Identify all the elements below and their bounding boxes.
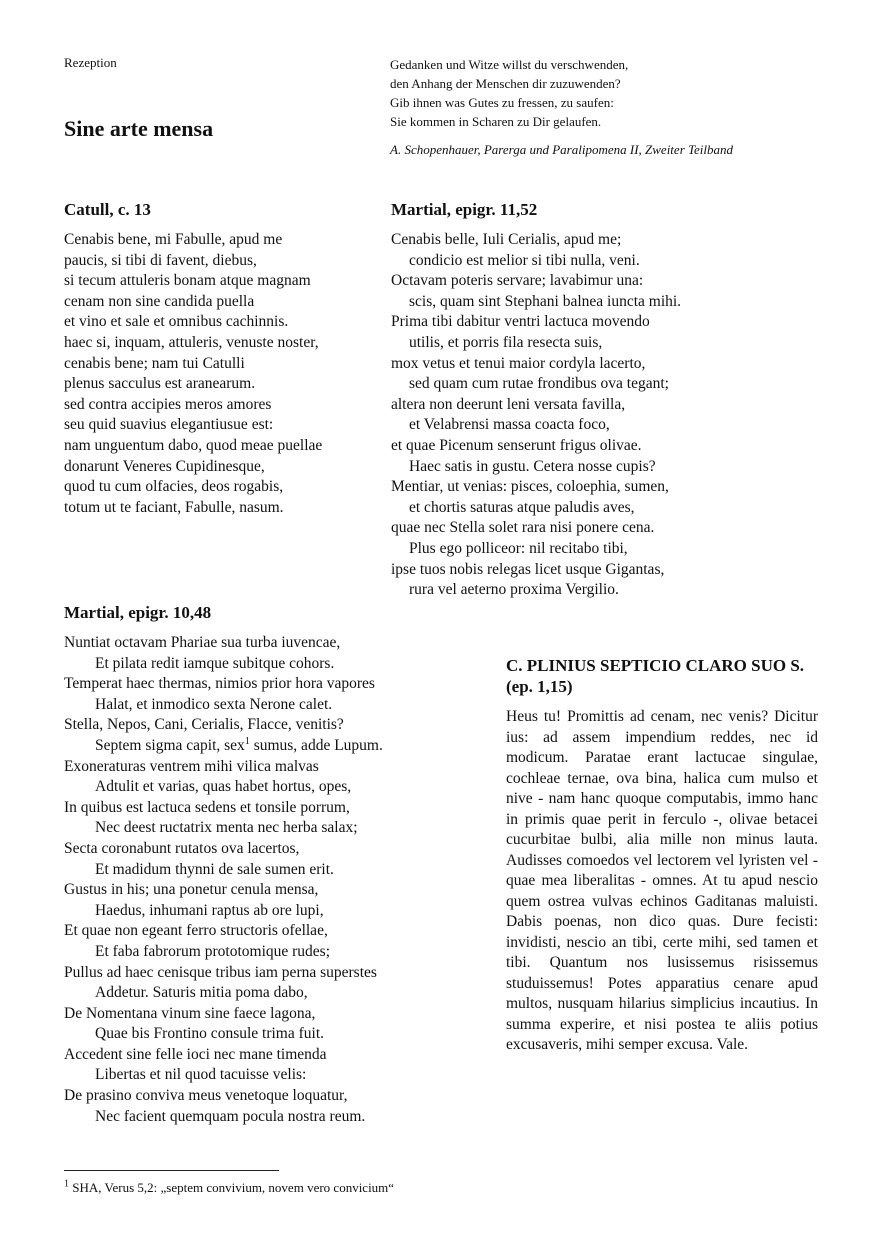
poem-line: utilis, et porris fila resecta suis, <box>409 333 603 351</box>
footnote <box>64 1180 394 1196</box>
footnote-text: SHA, Verus 5,2: „septem convivium, novem vero convicium“ <box>69 1180 395 1195</box>
martial-11-52-poem <box>391 230 681 601</box>
poem-line: Libertas et nil quod tacuisse velis: <box>95 1066 307 1084</box>
poem-line: Prima tibi dabitur ventri lactuca movendo <box>391 313 650 331</box>
footnote-divider <box>64 1170 279 1171</box>
poem-line: Exoneraturas ventrem mihi vilica malvas <box>64 757 319 775</box>
poem-line: Nec deest ructatrix menta nec herba salax; <box>95 819 358 837</box>
poem-line: De Nomentana vinum sine faece lagona, <box>64 1004 316 1022</box>
poem-line: quod tu cum olfacies, deos rogabis, <box>64 478 284 496</box>
poem-line: seu quid suavius elegantiusue est: <box>64 416 274 434</box>
poem-line: rura vel aeterno proxima Vergilio. <box>409 581 619 599</box>
poem-line: Accedent sine felle ioci nec mane timenda <box>64 1045 327 1063</box>
poem-line: Stella, Nepos, Cani, Cerialis, Flacce, venitis? <box>64 716 344 734</box>
martial-11-52-heading: Martial, epigr. 11,52 <box>391 200 538 219</box>
poem-line-text: sumus, adde Lupum. <box>249 736 383 754</box>
catull-section <box>64 200 322 518</box>
poem-line: mox vetus et tenui maior cordyla lacerto, <box>391 354 646 372</box>
poem-line: condicio est melior si tibi nulla, veni. <box>409 251 640 269</box>
poem-line: Haec satis in gustu. Cetera nosse cupis? <box>409 457 656 475</box>
epigraph-line: den Anhang der Menschen dir zuzuwenden? <box>390 76 621 91</box>
poem-line: et chortis saturas atque paludis aves, <box>409 498 635 516</box>
poem-line: nam unguentum dabo, quod meae puellae <box>64 436 323 454</box>
plinius-section <box>506 655 818 1071</box>
poem-line: Nuntiat octavam Phariae sua turba iuvencae, <box>64 634 341 651</box>
epigraph-source: A. Schopenhauer, Parerga und Paralipomena II, Zweiter Teilband <box>390 142 734 157</box>
poem-line: Addetur. Saturis mitia poma dabo, <box>95 984 308 1002</box>
poem-line: et quae Picenum senserunt frigus olivae. <box>391 436 642 454</box>
poem-line: et vino et sale et omnibus cachinnis. <box>64 313 289 331</box>
epigraph-line: Gib ihnen was Gutes zu fressen, zu saufen: <box>390 95 614 110</box>
martial-10-48-poem <box>64 633 383 1127</box>
poem-line: Plus ego polliceor: nil recitabo tibi, <box>409 539 628 557</box>
poem-line: Quae bis Frontino consule trima fuit. <box>95 1025 325 1043</box>
epigraph-line: Sie kommen in Scharen zu Dir gelaufen. <box>390 114 602 129</box>
plinius-letter: Heus tu! Promittis ad cenam, nec venis? Dicitur ius: ad assem impendium reddes, nec id modicum. Paratae erant lactucae singulae, cochleae ternae, ova bina, halica cum mulso et nive - nam hanc quoque computabis, immo hanc in primis quae perit in ferculo -, olivae betacei cucurbitae bulbi, alia mille non minus lauta. Audisses comoedos vel lectorem vel lyristen vel - quae mea liberalitas - omnes. At tu apud nescio quem ostrea vulvas echinos Gaditanas maluisti. Dabis poenas, non dico quas. Dure fecisti: invidisti, nescio an tibi, certe mihi, sed tamen et tibi. Quantum nos lusissemus risissemus studuissemus! Potes apparatius cenare apud multos, nusquam hilarius simplicius incautius. In summa experire, et nisi postea te aliis potius excusaveris, mihi semper excusa. Vale. <box>506 708 818 1053</box>
poem-line: Pullus ad haec cenisque tribus iam perna superstes <box>64 963 377 981</box>
poem-line: si tecum attuleris bonam atque magnam <box>64 272 311 290</box>
martial-10-48-section <box>64 603 383 1127</box>
section-label: Rezeption <box>64 55 117 70</box>
poem-line: scis, quam sint Stephani balnea iuncta mihi. <box>409 292 682 310</box>
poem-line: Halat, et inmodico sexta Nerone calet. <box>95 695 333 713</box>
poem-line: Nec facient quemquam pocula nostra reum. <box>95 1107 366 1125</box>
poem-line: Et quae non egeant ferro structoris ofellae, <box>64 922 328 940</box>
poem-line: Gustus in his; una ponetur cenula mensa, <box>64 881 319 899</box>
poem-line: altera non deerunt leni versata favilla, <box>391 395 626 413</box>
poem-line: Et pilata redit iamque subitque cohors. <box>95 654 335 672</box>
poem-line: sed contra accipies meros amores <box>64 395 272 413</box>
poem-line: Adtulit et varias, quas habet hortus, opes, <box>95 778 352 796</box>
poem-line: cenabis bene; nam tui Catulli <box>64 354 245 372</box>
epigraph <box>390 55 860 159</box>
poem-line: Cenabis bene, mi Fabulle, apud me <box>64 231 283 248</box>
martial-11-52-section <box>391 200 681 601</box>
poem-line: Temperat haec thermas, nimios prior hora vapores <box>64 675 375 693</box>
poem-line: In quibus est lactuca sedens et tonsile porrum, <box>64 798 350 816</box>
poem-line: quae nec Stella solet rara nisi ponere cena. <box>391 519 655 537</box>
poem-line: Octavam poteris servare; lavabimur una: <box>391 272 644 290</box>
epigraph-line: Gedanken und Witze willst du verschwenden, <box>390 57 629 72</box>
poem-line: Haedus, inhumani raptus ab ore lupi, <box>95 901 324 919</box>
poem-line: totum ut te faciant, Fabulle, nasum. <box>64 498 284 516</box>
poem-line: sed quam cum rutae frondibus ova tegant; <box>409 375 669 393</box>
catull-heading: Catull, c. 13 <box>64 200 151 219</box>
poem-line: Cenabis belle, Iuli Cerialis, apud me; <box>391 231 622 248</box>
poem-line: Mentiar, ut venias: pisces, coloephia, sumen, <box>391 478 669 496</box>
poem-line: haec si, inquam, attuleris, venuste noster, <box>64 333 319 351</box>
footnote-reference[interactable]: 1 <box>244 735 250 747</box>
poem-line: Secta coronabunt rutatos ova lacertos, <box>64 839 300 857</box>
martial-10-48-heading: Martial, epigr. 10,48 <box>64 603 212 622</box>
poem-line: ipse tuos nobis relegas licet usque Gigantas, <box>391 560 665 578</box>
poem-line: donarunt Veneres Cupidinesque, <box>64 457 265 475</box>
poem-line: Et faba fabrorum prototomique rudes; <box>95 942 331 960</box>
poem-line-footnoted <box>64 736 383 757</box>
page-title: Sine arte mensa <box>64 116 214 141</box>
poem-line: paucis, si tibi di favent, diebus, <box>64 251 257 269</box>
poem-line: cenam non sine candida puella <box>64 292 255 310</box>
poem-line: plenus sacculus est aranearum. <box>64 375 256 393</box>
poem-line: De prasino conviva meus venetoque loquatur, <box>64 1087 348 1105</box>
catull-poem <box>64 230 322 518</box>
poem-line: et Velabrensi massa coacta foco, <box>409 416 610 434</box>
footnote-mark: 1 <box>64 1178 69 1190</box>
plinius-heading: C. PLINIUS SEPTICIO CLARO SUO S. (ep. 1,15) <box>506 656 805 696</box>
poem-line-text: Septem sigma capit, sex <box>95 736 245 754</box>
poem-line: Et madidum thynni de sale sumen erit. <box>95 860 334 878</box>
